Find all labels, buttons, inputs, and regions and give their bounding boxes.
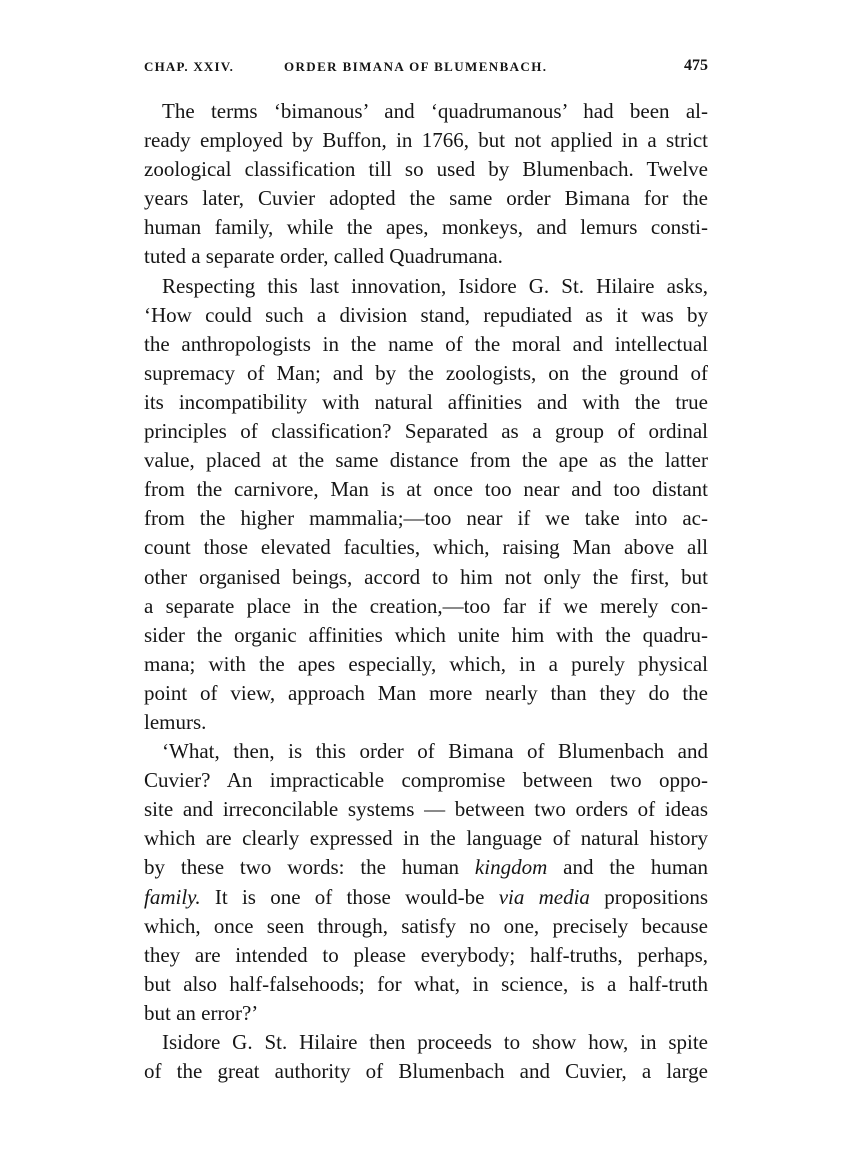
text-line: but also half-falsehoods; for what, in science, is a half-truth <box>144 971 708 996</box>
text-line: site and irreconcilable systems — between two orders of ideas <box>144 797 708 822</box>
paragraph <box>144 737 708 1028</box>
italic-term: family. <box>144 884 201 909</box>
text-line: principles of classification? Separated as a group of ordinal <box>144 419 708 444</box>
text-line: zoological classification till so used by Blumenbach. Twelve <box>144 157 708 182</box>
running-head <box>144 55 708 79</box>
text-line: supremacy of Man; and by the zoologists, on the ground of <box>144 360 708 385</box>
text-segment: and the human <box>563 855 709 880</box>
text-line: value, placed at the same distance from the ape as the latter <box>144 448 708 473</box>
text-line: point of view, approach Man more nearly than they do the <box>144 680 708 705</box>
text-line-with-italic <box>144 883 708 912</box>
text-line: the anthropologists in the name of the moral and intellectual <box>144 331 708 356</box>
running-title: ORDER BIMANA OF BLUMENBACH. <box>284 59 548 74</box>
body-text <box>144 97 708 1086</box>
paragraph <box>144 97 708 272</box>
paragraph <box>144 272 708 738</box>
text-line: lemurs. <box>144 709 207 734</box>
italic-term: kingdom <box>474 855 548 880</box>
text-line: tuted a separate order, called Quadrumana. <box>144 244 503 269</box>
text-line: human family, while the apes, monkeys, and lemurs consti- <box>144 215 708 240</box>
text-line: Cuvier? An impracticable compromise between two oppo- <box>144 768 708 793</box>
text-line: ‘How could such a division stand, repudiated as it was by <box>144 302 708 327</box>
text-line: sider the organic affinities which unite him with the quadru- <box>144 622 708 647</box>
text-line: they are intended to please everybody; half-truths, perhaps, <box>144 942 708 967</box>
text-line: but an error?’ <box>144 1000 259 1025</box>
text-line: which are clearly expressed in the language of natural history <box>144 826 708 851</box>
text-line: Respecting this last innovation, Isidore G. St. Hilaire asks, <box>162 273 708 298</box>
chapter-label: CHAP. XXIV. <box>144 59 235 74</box>
text-segment: It is one of those would-be <box>214 884 485 909</box>
text-line: from the carnivore, Man is at once too near and too distant <box>144 477 708 502</box>
text-segment: propositions <box>604 884 709 909</box>
page-number: 475 <box>684 57 708 74</box>
text-line: which, once seen through, satisfy no one, precisely because <box>144 913 708 938</box>
text-line: other organised beings, accord to him not only the first, but <box>144 564 708 589</box>
text-line: ready employed by Buffon, in 1766, but not applied in a strict <box>144 128 708 153</box>
paragraph <box>144 1028 708 1086</box>
text-line: The terms ‘bimanous’ and ‘quadrumanous’ had been al- <box>162 99 708 123</box>
text-line-with-italic <box>144 853 708 882</box>
text-line: its incompatibility with natural affinities and with the true <box>144 389 708 414</box>
text-segment: by these two words: the human <box>144 855 460 880</box>
text-line: count those elevated faculties, which, raising Man above all <box>144 535 708 560</box>
text-line: a separate place in the creation,—too far if we merely con- <box>144 593 708 618</box>
text-line: from the higher mammalia;—too near if we take into ac- <box>144 506 708 531</box>
text-line: of the great authority of Blumenbach and Cuvier, a large <box>144 1059 708 1084</box>
text-line: years later, Cuvier adopted the same order Bimana for the <box>144 186 708 211</box>
text-line: ‘What, then, is this order of Bimana of Blumenbach and <box>162 739 708 764</box>
italic-term: via media <box>498 884 590 909</box>
text-line: mana; with the apes especially, which, in a purely physical <box>144 651 708 676</box>
text-line: Isidore G. St. Hilaire then proceeds to show how, in spite <box>162 1030 708 1054</box>
